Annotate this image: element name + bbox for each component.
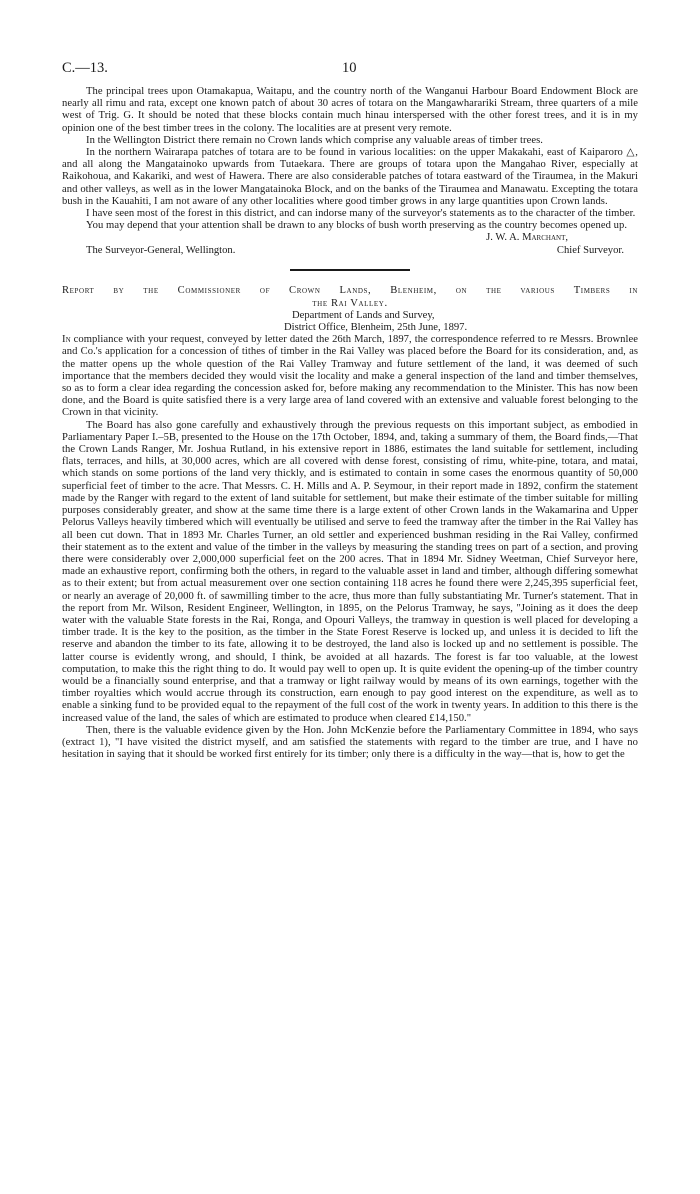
report-title-line-1: Report by the Commissioner of Crown Lands, Blenheim, on the various Timbers in <box>62 285 638 297</box>
paragraph: In the northern Wairarapa patches of totara are to be found in various localities: on the upper Makakahi, east of Kaiparoro △, and all along the Mangatainoko upwards from Tutaekara. There are groups of totara upon the Mangahao River, especially at Raikohoua, and Kakariki, and west of Hawera. There are also considerable patches of totara eastward of the Tiraumea, in the Makuri and other valleys, as well as in the lower Mangatainoka Block, and on the banks of the Tiraumea and Manawatu. Excepting the totara bush in the Kauahiti, I am not aware of any other localities where good timber grows in any large quantities upon Crown lands. <box>62 147 638 207</box>
paragraph: The principal trees upon Otamakapua, Waitapu, and the country north of the Wanganui Harbour Board Endowment Block are nearly all rimu and rata, except one known patch of about 30 acres of totara on the Mangawharariki Stream, three quarters of a mile west of Trig. G. It should be noted that these blocks contain much hinau interspersed with the other forest trees, and it is in my opinion one of the best timber trees in the colony. The localities are at present very remote. <box>62 86 638 134</box>
paragraph-text: compliance with your request, conveyed by letter dated the 26th March, 1897, the correspondence referred to re Messrs. Brownlee and Co.'s application for a concession of tithes of timber in the Rai Valley was placed before the Board for its consideration, and, as the matter opens up the whole question of the Rai Valley Tramway and future settlement of the land, it was deemed of such importance that the members decided they would visit the locality and make a general inspection of the land and timber themselves, so as to form a clear idea regarding the concession asked for, before making any recommendation to the Minister. This has now been done, and the Board is quite satisfied there is a very large area of land covered with an extensive and valuable forest belonging to the Crown in that vicinity. <box>62 334 638 419</box>
opening-word: In <box>62 334 71 346</box>
report-title-line-2: the Rai Valley. <box>312 297 388 309</box>
paragraph <box>62 334 638 419</box>
paragraph: In the Wellington District there remain no Crown lands which comprise any valuable areas of timber trees. <box>86 134 543 146</box>
document-code: C.—13. <box>62 60 108 76</box>
section-divider <box>290 269 410 271</box>
signature-name: J. W. A. Marchant, <box>486 232 568 244</box>
paragraph: The Board has also gone carefully and exhaustively through the previous requests on this important subject, as embodied in Parliamentary Paper I.–5B, presented to the House on the 17th October, 1894, and, taking a summary of them, the Board finds,—That the Crown Lands Ranger, Mr. Joshua Rutland, in his extensive report in 1886, estimates the land suitable for settlement, including flats, terraces, and hills, at 30,000 acres, which are all covered with dense forest, consisting of rimu, white-pine, totara, and matai, which stands on some portions of the land very thickly, and is estimated to contain in some cases the enormous quantity of 50,000 superficial feet of timber to the acre. That Messrs. C. H. Mills and A. P. Seymour, in their report made in 1892, confirm the statement made by the Ranger with regard to the extent of land suitable for settlement, but make their estimate of the timber suitable for milling purposes considerably greater, and show at the same time there is a large extent of other Crown lands in the Wakamarina and Upper Pelorus Valleys heavily timbered which will eventually be utilised and serve to feed the tramway after the timber in the Rai Valley has all been cut down. That in 1893 Mr. Charles Turner, an old settler and experienced bushman residing in the Rai Valley, confirmed their statement as to the extent and value of the timber in the valleys by measuring the standing trees on part of a section, and proving there were considerably over 2,000,000 superficial feet on the 200 acres. That in 1894 Mr. Sidney Weetman, Chief Surveyor here, made an exhaustive report, confirming both the others, in regard to the valuable asset in land and timber, although differing somewhat as to their extent; but from actual measurement over one section containing 118 acres he found there were 2,245,395 superficial feet, or nearly an average of 20,000 ft. of sawmilling timber to the acre, thus more than fully substantiating Mr. Turner's statement. That in the report from Mr. Wilson, Resident Engineer, Wellington, in 1895, on the Pelorus Tramway, he says, "Joining as it does the deep water with the valuable State forests in the Rai, Ronga, and Opouri Valleys, the tramway in question is well placed for developing a timber trade. It is the key to the position, as the timber in the State Forest Reserve is locked up, and unless it is decided to lift the reserve and abandon the timber to its fate, allowing it to be destroyed, the land also is locked up and no settlement is possible. The latter course is evidently wrong, and should, I think, be avoided at all hazards. The forest is far too valuable, at the lowest computation, to make this the right thing to do. It would pay well to open up. It is quite evident the opening-up of the timber country would be a financially sound enterprise, and that a tramway or light railway would by means of its own earnings, together with the timber royalties which would accrue through its construction, earn enough to pay good interest on the expenditure, as well as to enable a sinking fund to be provided equal to the repayment of the full cost of the work in twenty years. In addition to this there is the increased value of the land, the sales of which are estimated to produce when cleared £14,150." <box>62 419 638 724</box>
dateline: District Office, Blenheim, 25th June, 1897. <box>284 322 468 334</box>
page-number: 10 <box>342 60 357 76</box>
page-header <box>62 60 638 86</box>
signature-title: Chief Surveyor. <box>556 244 624 256</box>
report-title <box>62 285 638 309</box>
paragraph: Then, there is the valuable evidence given by the Hon. John McKenzie before the Parliamentary Committee in 1894, who says (extract 1), "I have visited the district myself, and am satisfied the statements with regard to the timber are true, and I have no hesitation in saying that it should be worked first entirely for its timber; only there is a difficulty in the way—that is, how to get the <box>62 724 638 761</box>
addressee: The Surveyor-General, Wellington. <box>86 244 236 256</box>
department-line: Department of Lands and Survey, <box>292 309 435 321</box>
addressee-row <box>62 245 638 258</box>
document-page <box>62 60 638 761</box>
report-section <box>62 285 638 761</box>
paragraph: I have seen most of the forest in this district, and can indorse many of the surveyor's statements as to the character of the timber. <box>86 208 636 220</box>
letter-section <box>62 86 638 257</box>
paragraph: You may depend that your attention shall be drawn to any blocks of bush worth preserving as the country becomes opened up. <box>86 220 628 232</box>
signature-name-row <box>62 232 638 245</box>
